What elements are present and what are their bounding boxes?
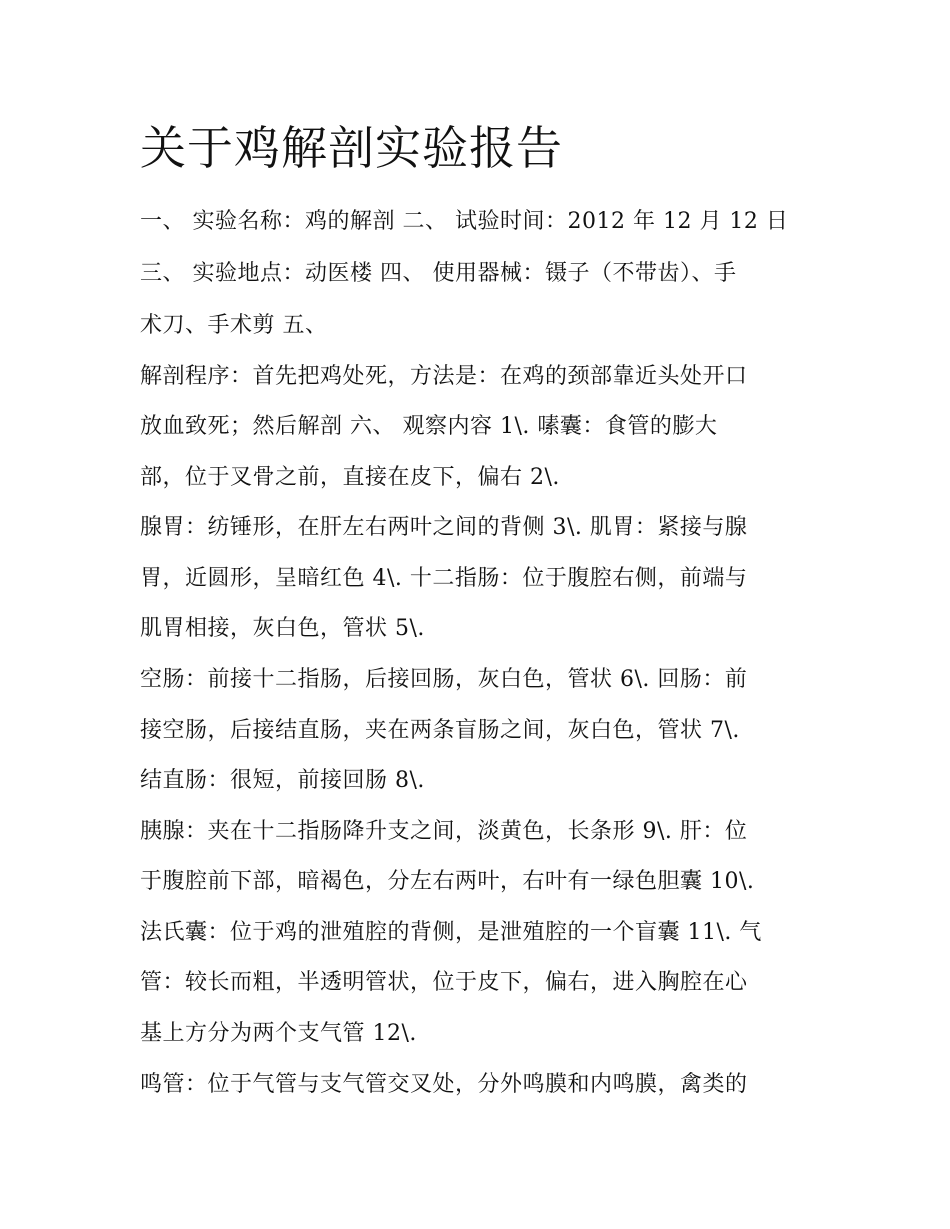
- text-line: 接空肠，后接结直肠，夹在两条盲肠之间，灰白色，管状 7\.: [140, 718, 740, 743]
- text-line: 解剖程序：首先把鸡处死，方法是：在鸡的颈部靠近头处开口: [140, 364, 748, 389]
- text-line: 部，位于叉骨之前，直接在皮下，偏右 2\.: [140, 465, 560, 490]
- text-line: 腺胃：纺锤形，在肝左右两叶之间的背侧 3\. 肌胃：紧接与腺: [140, 515, 748, 540]
- text-line: 于腹腔前下部，暗褐色，分左右两叶，右叶有一绿色胆囊 10\.: [140, 869, 755, 894]
- text-line: 一、 实验名称：鸡的解剖 二、 试验时间：2012 年 12 月 12 日: [140, 209, 789, 234]
- text-line: 术刀、手术剪 五、: [140, 313, 328, 338]
- text-line: 结直肠：很短，前接回肠 8\.: [140, 768, 425, 793]
- text-line: 胃，近圆形，呈暗红色 4\. 十二指肠：位于腹腔右侧，前端与: [140, 566, 748, 591]
- text-line: 肌胃相接，灰白色，管状 5\.: [140, 616, 425, 641]
- text-line: 鸣管：位于气管与支气管交叉处，分外鸣膜和内鸣膜，禽类的: [140, 1072, 748, 1097]
- text-line: 空肠：前接十二指肠，后接回肠，灰白色，管状 6\. 回肠：前: [140, 667, 748, 692]
- text-line: 管：较长而粗，半透明管状，位于皮下，偏右，进入胸腔在心: [140, 970, 748, 995]
- text-line: 三、 实验地点：动医楼 四、 使用器械：镊子（不带齿）、手: [140, 261, 737, 286]
- text-line: 法氏囊：位于鸡的泄殖腔的背侧，是泄殖腔的一个盲囊 11\. 气: [140, 920, 762, 945]
- text-line: 基上方分为两个支气管 12\.: [140, 1021, 417, 1046]
- text-line: 胰腺：夹在十二指肠降升支之间，淡黄色，长条形 9\. 肝：位: [140, 819, 748, 844]
- text-line: 放血致死；然后解剖 六、 观察内容 1\. 嗉囊：食管的膨大: [140, 414, 718, 439]
- document-title: 关于鸡解剖实验报告: [140, 121, 563, 175]
